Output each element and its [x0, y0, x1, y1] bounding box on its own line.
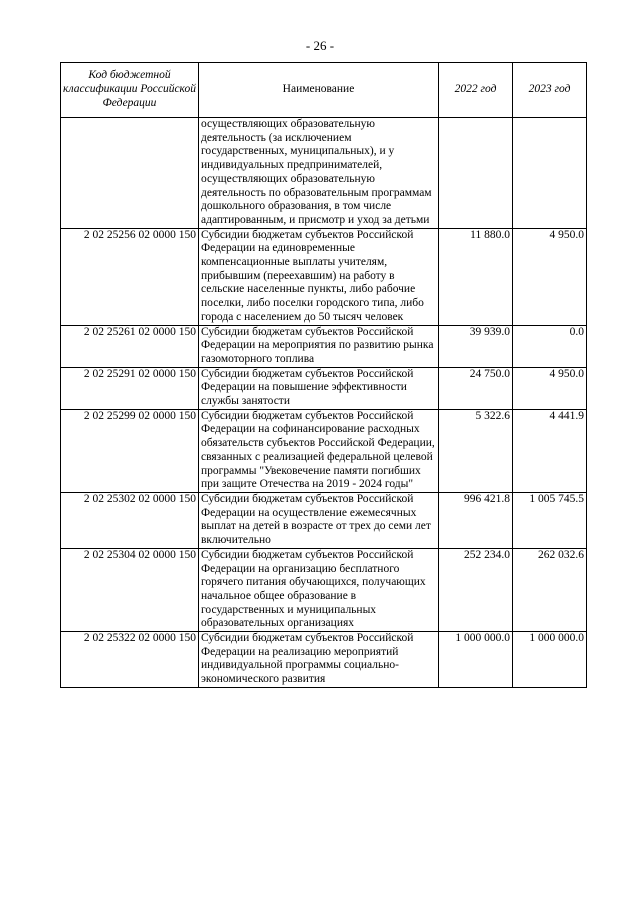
table-row — [61, 118, 587, 229]
row-value-2023: 262 032.6 — [513, 548, 587, 631]
row-name: Субсидии бюджетам субъектов Российской Федерации на софинансирование расходных обязательств субъектов Российской Федерации, связанных с реализацией федеральной целевой программы "Увековечение памяти погибших при защите Отечества на 2019 - 2024 годы" — [199, 409, 439, 492]
row-code — [61, 118, 199, 229]
row-name: Субсидии бюджетам субъектов Российской Федерации на повышение эффективности службы занятости — [199, 367, 439, 409]
row-value-2022: 39 939.0 — [439, 325, 513, 367]
row-value-2022: 5 322.6 — [439, 409, 513, 492]
row-value-2022 — [439, 118, 513, 229]
row-value-2023: 1 005 745.5 — [513, 492, 587, 548]
table-row — [61, 632, 587, 688]
row-code: 2 02 25256 02 0000 150 — [61, 228, 199, 325]
row-value-2023: 4 441.9 — [513, 409, 587, 492]
row-name: Субсидии бюджетам субъектов Российской Федерации на реализацию мероприятий индивидуальной программы социально-экономического развития — [199, 632, 439, 688]
row-code: 2 02 25322 02 0000 150 — [61, 632, 199, 688]
row-value-2023: 0.0 — [513, 325, 587, 367]
table-row — [61, 548, 587, 631]
row-value-2022: 11 880.0 — [439, 228, 513, 325]
header-year-2023: 2023 год — [513, 63, 587, 118]
row-value-2022: 24 750.0 — [439, 367, 513, 409]
table-row — [61, 367, 587, 409]
budget-table — [60, 62, 587, 688]
row-code: 2 02 25299 02 0000 150 — [61, 409, 199, 492]
table-header-row — [61, 63, 587, 118]
row-value-2022: 1 000 000.0 — [439, 632, 513, 688]
row-name: Субсидии бюджетам субъектов Российской Федерации на осуществление ежемесячных выплат на детей в возрасте от трех до семи лет включительно — [199, 492, 439, 548]
header-code: Код бюджетной классификации Российской Федерации — [61, 63, 199, 118]
row-value-2023: 4 950.0 — [513, 367, 587, 409]
table-row — [61, 492, 587, 548]
row-value-2022: 252 234.0 — [439, 548, 513, 631]
row-name: осуществляющих образовательную деятельность (за исключением государственных, муниципальных), и у индивидуальных предпринимателей, осуществляющих образовательную деятельность по образовательным программам дошкольного образования, в том числе адаптированным, и присмотр и уход за детьми — [199, 118, 439, 229]
row-code: 2 02 25291 02 0000 150 — [61, 367, 199, 409]
row-code: 2 02 25261 02 0000 150 — [61, 325, 199, 367]
table-row — [61, 409, 587, 492]
row-name: Субсидии бюджетам субъектов Российской Федерации на организацию бесплатного горячего питания обучающихся, получающих начальное общее образование в государственных и муниципальных образовательных организациях — [199, 548, 439, 631]
row-name: Субсидии бюджетам субъектов Российской Федерации на единовременные компенсационные выплаты учителям, прибывшим (переехавшим) на работу в сельские населенные пункты, либо рабочие поселки, либо поселки городского типа, либо города с населением до 50 тысяч человек — [199, 228, 439, 325]
page-number: - 26 - — [305, 38, 335, 53]
table-row — [61, 325, 587, 367]
row-value-2023: 1 000 000.0 — [513, 632, 587, 688]
row-name: Субсидии бюджетам субъектов Российской Федерации на мероприятия по развитию рынка газомоторного топлива — [199, 325, 439, 367]
table-row — [61, 228, 587, 325]
header-name: Наименование — [199, 63, 439, 118]
row-code: 2 02 25302 02 0000 150 — [61, 492, 199, 548]
row-value-2023 — [513, 118, 587, 229]
row-value-2022: 996 421.8 — [439, 492, 513, 548]
row-code: 2 02 25304 02 0000 150 — [61, 548, 199, 631]
header-year-2022: 2022 год — [439, 63, 513, 118]
row-value-2023: 4 950.0 — [513, 228, 587, 325]
